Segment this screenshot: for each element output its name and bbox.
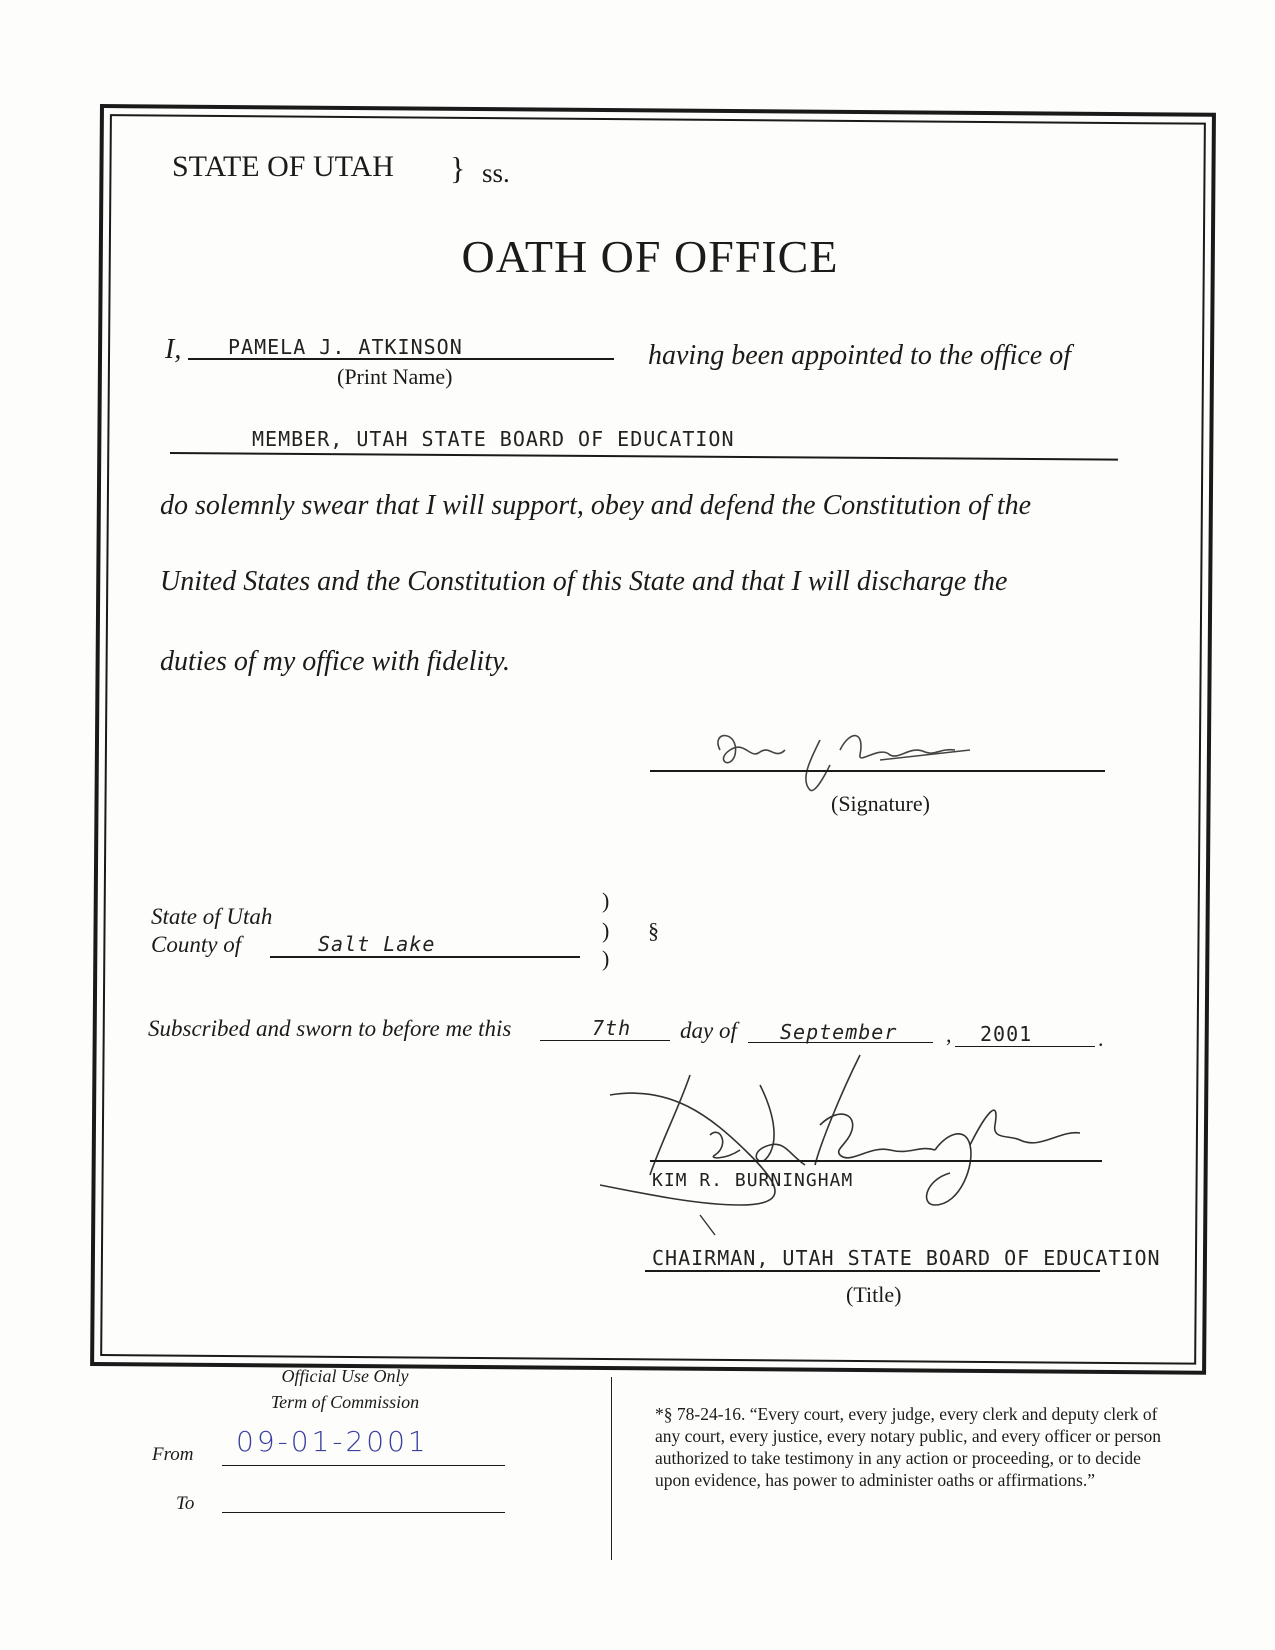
officiant-signature-graphic	[590, 1055, 1110, 1225]
statute-note: *§ 78-24-16. “Every court, every judge, every clerk and deputy clerk of any court, every justice, every notary public, and every officer or person authorized to take testimony in any action or proceeding, or to decide upon evidence, has power to administer oaths or affirmations.”	[655, 1404, 1162, 1490]
oath-text-line-2: United States and the Constitution of this State and that I will discharge the	[160, 566, 1008, 597]
officiant-signature-line	[650, 1160, 1102, 1162]
office-value: MEMBER, UTAH STATE BOARD OF EDUCATION	[252, 427, 735, 451]
oath-text-line-3: duties of my office with fidelity.	[160, 646, 510, 677]
to-label: To	[176, 1493, 195, 1514]
print-name-value: PAMELA J. ATKINSON	[228, 335, 463, 359]
date-comma: ,	[946, 1022, 952, 1047]
officiant-name-value: KIM R. BURNINGHAM	[652, 1170, 854, 1191]
venue-paren-3: )	[602, 946, 610, 971]
to-line	[222, 1512, 505, 1513]
county-value: Salt Lake	[318, 932, 436, 956]
print-name-label: (Print Name)	[337, 364, 453, 389]
venue-county-label: County of	[151, 932, 242, 957]
month-value: September	[780, 1020, 898, 1044]
appointed-phrase: having been appointed to the office of	[648, 340, 1072, 371]
venue-paren-1: )	[602, 888, 610, 913]
date-period: .	[1098, 1026, 1104, 1051]
appointee-signature-graphic	[700, 720, 1000, 800]
venue-paren-2: )	[602, 918, 610, 943]
official-use-heading	[245, 1363, 445, 1415]
signature-label: (Signature)	[831, 791, 930, 816]
title-label: (Title)	[846, 1282, 902, 1307]
official-use-line-2: Term of Commission	[270, 1392, 420, 1412]
year-line	[955, 1046, 1095, 1047]
state-heading: STATE OF UTAH	[172, 150, 394, 183]
document-title: OATH OF OFFICE	[461, 231, 839, 282]
venue-state-label: State of Utah	[151, 904, 273, 929]
section-symbol: §	[648, 918, 659, 943]
state-brace: }	[450, 150, 466, 186]
officiant-title-line	[645, 1270, 1100, 1272]
county-line	[270, 956, 580, 958]
from-line	[222, 1465, 505, 1466]
officiant-title-value: CHAIRMAN, UTAH STATE BOARD OF EDUCATION	[652, 1246, 1161, 1270]
from-label: From	[152, 1444, 194, 1465]
oath-text-line-1: do solemnly swear that I will support, obey and defend the Constitution of the	[160, 490, 1032, 521]
signature-line	[650, 770, 1105, 772]
day-value: 7th	[592, 1016, 632, 1040]
day-of-text: day of	[680, 1018, 737, 1043]
pronoun-i: I,	[165, 334, 182, 365]
official-use-line-1: Official Use Only	[281, 1366, 409, 1386]
ss-abbrev: ss.	[482, 158, 510, 188]
year-value: 2001	[980, 1022, 1033, 1046]
subscribed-text: Subscribed and sworn to before me this	[148, 1016, 512, 1041]
section-divider	[611, 1377, 612, 1560]
from-value: 09-01-2001	[236, 1425, 429, 1458]
day-line	[540, 1040, 670, 1041]
